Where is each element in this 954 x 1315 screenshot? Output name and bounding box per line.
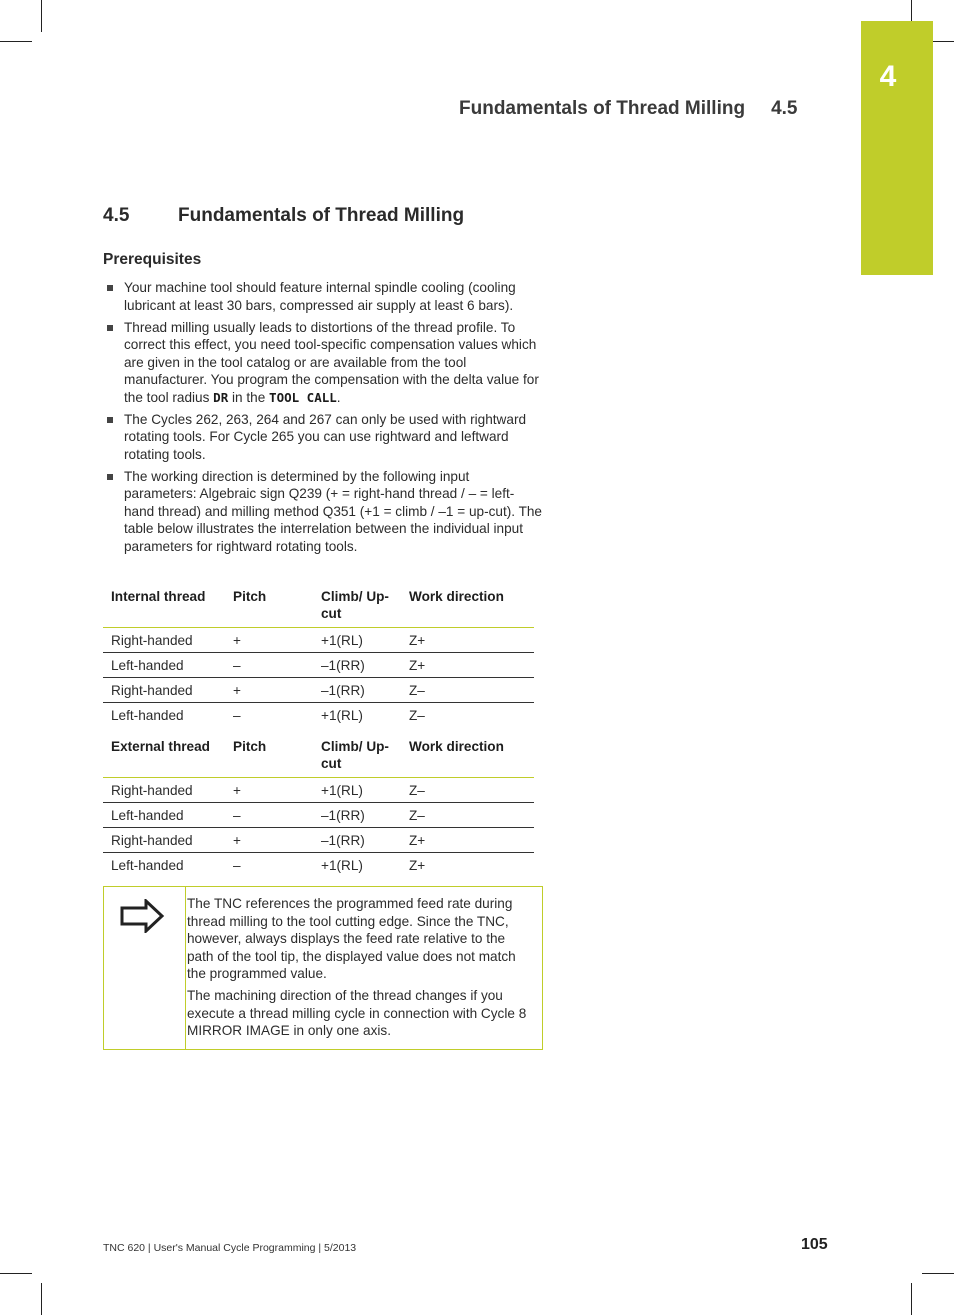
list-item-text: Your machine tool should feature internal spindle cooling (cooling lubricant at least 30 bars, compressed air supply at least 6 bars). — [124, 280, 516, 313]
running-head — [459, 98, 798, 120]
crop-mark — [41, 1283, 42, 1315]
table-cell: Z– — [401, 778, 534, 803]
table-cell: –1(RR) — [313, 803, 401, 828]
table-cell: + — [225, 828, 313, 853]
note-divider — [185, 887, 186, 1049]
table-header-row — [103, 730, 534, 778]
table-cell: – — [233, 708, 241, 723]
table-row — [103, 803, 534, 828]
arrow-right-icon — [119, 899, 165, 933]
internal-thread-table — [103, 580, 534, 727]
table-header: Work direction — [401, 730, 534, 778]
table-cell: Z– — [401, 803, 534, 828]
table-cell: Left-handed — [111, 858, 184, 873]
table-row — [103, 778, 534, 803]
note-text — [187, 895, 535, 1044]
table-cell: –1(RR) — [313, 653, 401, 678]
note-paragraph: The machining direction of the thread changes if you execute a thread milling cycle in connection with Cycle 8 MIRROR IMAGE in only one axis. — [187, 988, 527, 1038]
table-header: Climb/ Up-cut — [313, 580, 401, 628]
list-item-text: . — [336, 389, 341, 405]
table-header: Work direction — [401, 580, 534, 628]
subheading: Prerequisites — [103, 251, 202, 268]
table-row — [103, 653, 534, 678]
table-header: Pitch — [225, 730, 313, 778]
table-cell: Left-handed — [103, 653, 225, 678]
list-item-text: The Cycles 262, 263, 264 and 267 can only be used with rightward rotating tools. For Cycle 265 you can use rightward and leftward rotating tools. — [124, 411, 527, 462]
code-tool-call: TOOL CALL — [269, 389, 337, 405]
prerequisites-list — [103, 279, 543, 560]
external-thread-table — [103, 730, 534, 877]
bullet-square-icon — [107, 325, 113, 331]
table-cell: Left-handed — [111, 708, 184, 723]
table-cell: –1(RR) — [313, 678, 401, 703]
table-row — [103, 853, 534, 878]
table-cell: + — [225, 778, 313, 803]
crop-mark — [0, 41, 32, 42]
table-row — [103, 678, 534, 703]
note-paragraph: The TNC references the programmed feed rate during thread milling to the tool cutting edge. Since the TNC, however, always displays the feed rate relative to the path of the tool tip, the displayed value does not match the programmed value. — [187, 896, 516, 981]
section-number: 4.5 — [103, 205, 130, 226]
table-row — [103, 628, 534, 653]
table-header-row — [103, 580, 534, 628]
table-cell: Z– — [409, 708, 425, 723]
running-head-title: Fundamentals of Thread Milling — [459, 98, 746, 119]
table-cell: Z+ — [409, 858, 426, 873]
table-header: Internal thread — [103, 580, 225, 628]
table-cell: Right-handed — [103, 778, 225, 803]
list-item-text: in the — [228, 389, 270, 405]
table-header: External thread — [103, 730, 225, 778]
page-number: 105 — [801, 1236, 828, 1253]
list-item-text: Thread milling usually leads to distortions of the thread profile. To correct this effect, you need tool-specific compensation values which are given in the tool catalog or are available from the tool manufacturer. You program the compensation with the delta value for the tool radius — [124, 319, 539, 405]
table-cell: + — [225, 628, 313, 653]
footer-text: TNC 620 | User's Manual Cycle Programming | 5/2013 — [103, 1242, 357, 1254]
table-cell: Left-handed — [103, 803, 225, 828]
chapter-number: 4 — [879, 60, 897, 93]
table-cell: Right-handed — [103, 828, 225, 853]
table-cell: Z– — [401, 678, 534, 703]
table-cell: Right-handed — [103, 678, 225, 703]
table-cell: –1(RR) — [313, 828, 401, 853]
section-title-text: Fundamentals of Thread Milling — [178, 205, 465, 226]
table-cell: – — [225, 653, 313, 678]
table-cell: – — [233, 858, 241, 873]
note-box — [103, 886, 543, 1050]
table-cell: – — [225, 803, 313, 828]
list-item — [103, 468, 543, 556]
section-title — [103, 205, 464, 227]
list-item — [103, 319, 543, 407]
table-header: Pitch — [225, 580, 313, 628]
list-item — [103, 411, 543, 464]
running-head-number: 4.5 — [771, 98, 798, 119]
table-cell: Z+ — [401, 653, 534, 678]
crop-mark — [41, 0, 42, 32]
table-cell: Z+ — [401, 828, 534, 853]
table-cell: +1(RL) — [321, 858, 363, 873]
bullet-square-icon — [107, 285, 113, 291]
code-dr: DR — [213, 389, 229, 405]
crop-mark — [0, 1273, 32, 1274]
table-row — [103, 828, 534, 853]
table-row — [103, 703, 534, 728]
crop-mark — [922, 1273, 954, 1274]
list-item-text: The working direction is determined by the following input parameters: Algebraic sign Q239 (+ = right-hand thread / – = left-hand thread) and milling method Q351 (+1 = climb / –1 = up-cut). The table below illustrates the interrelation between the individual input parameters for rightward rotating tools. — [124, 468, 542, 554]
crop-mark — [911, 1283, 912, 1315]
table-header: Climb/ Up-cut — [313, 730, 401, 778]
bullet-square-icon — [107, 417, 113, 423]
table-cell: Z+ — [401, 628, 534, 653]
table-cell: Right-handed — [103, 628, 225, 653]
bullet-square-icon — [107, 474, 113, 480]
table-cell: +1(RL) — [321, 708, 363, 723]
list-item — [103, 279, 543, 314]
table-cell: +1(RL) — [313, 628, 401, 653]
table-cell: + — [225, 678, 313, 703]
table-cell: +1(RL) — [313, 778, 401, 803]
